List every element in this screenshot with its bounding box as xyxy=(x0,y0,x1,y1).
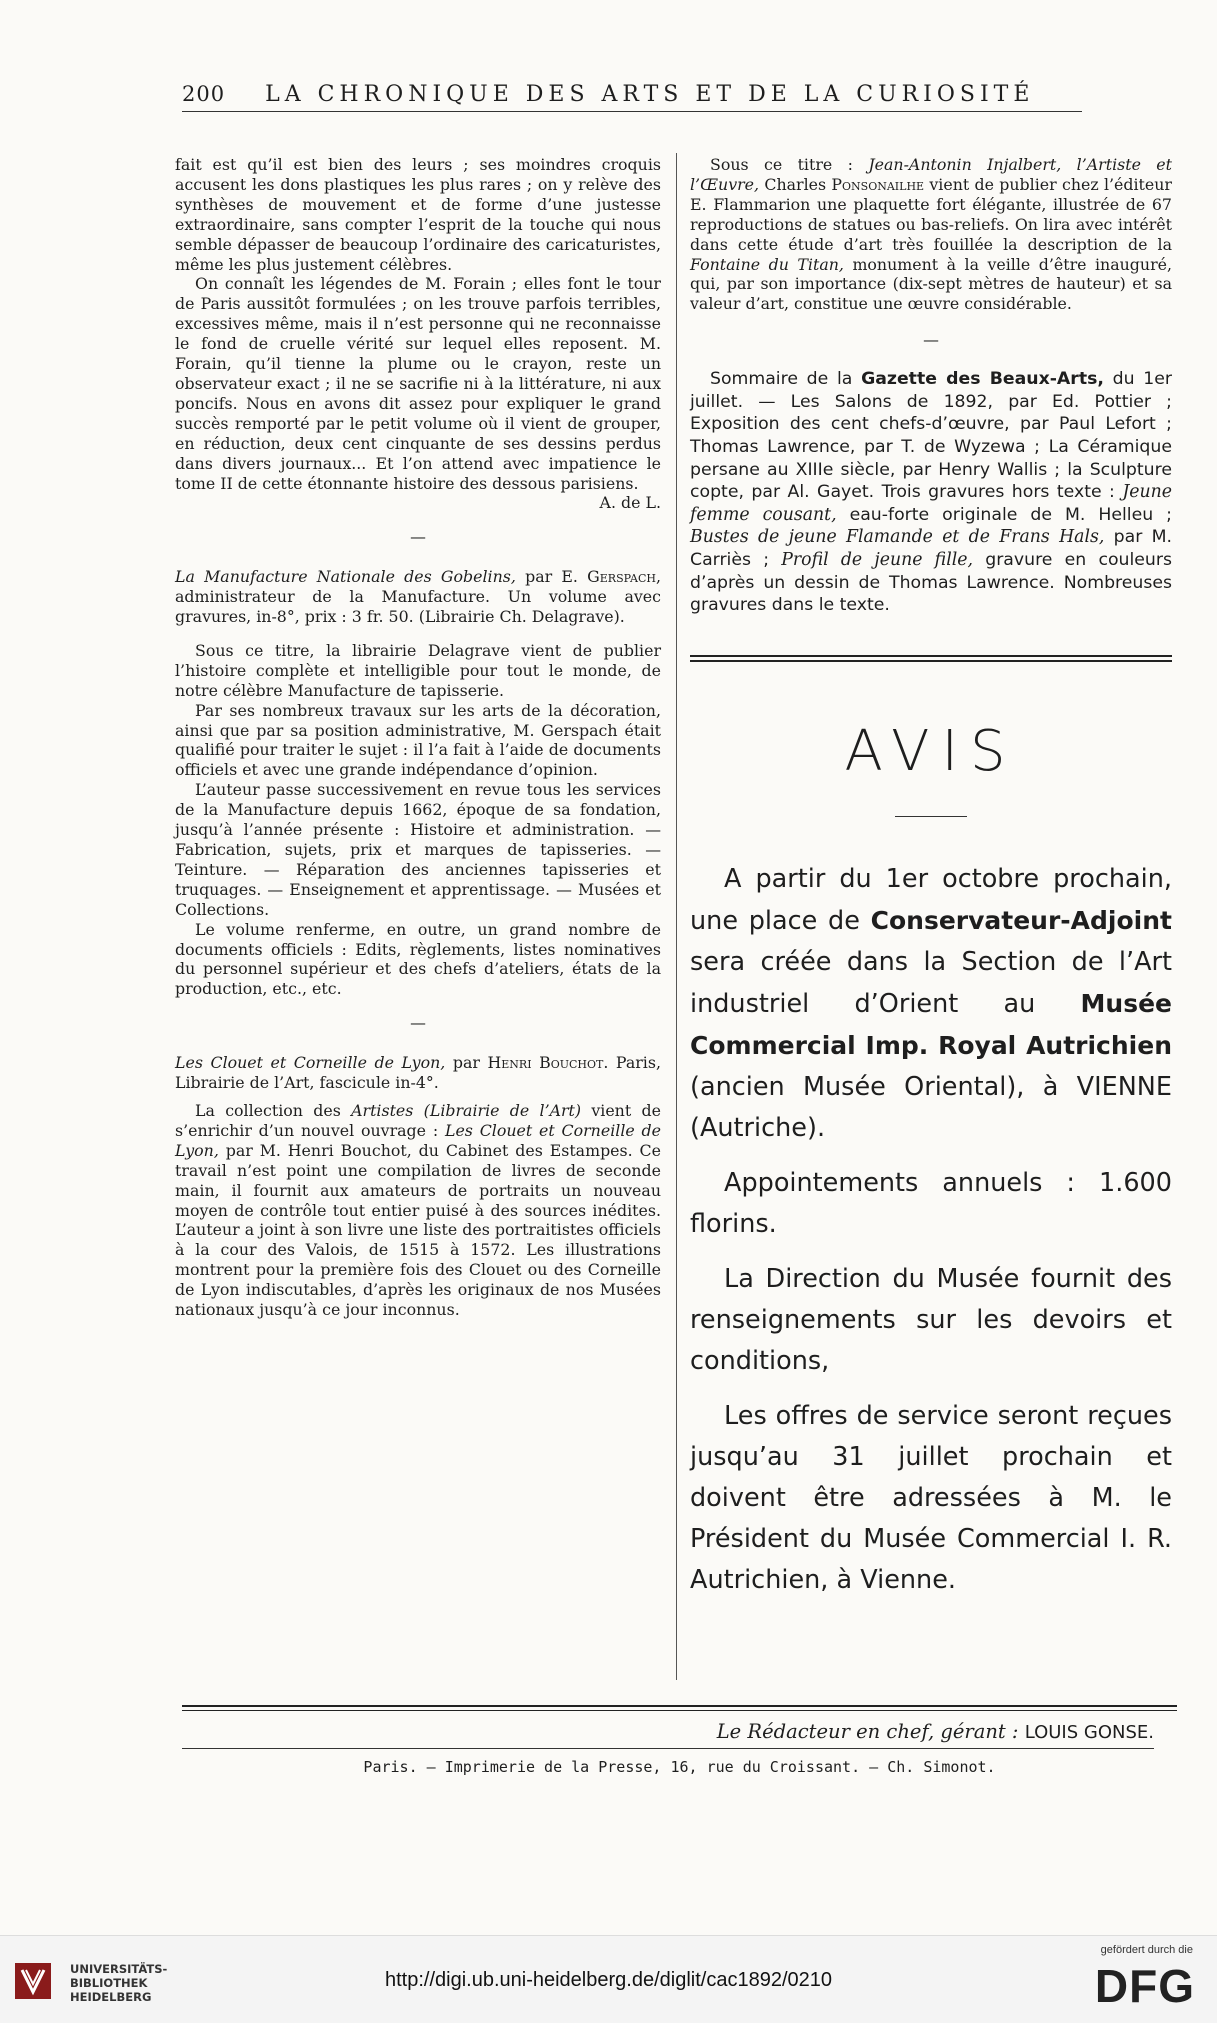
gobelins-details: administrateur de la Manufacture. Un volume avec gravures, in-8°, prix : 3 fr. 50. (Librairie Ch. Delagrave). xyxy=(175,587,661,627)
injalbert-fountain-title: Fontaine du Titan, xyxy=(690,254,844,274)
summary-text-a: Sommaire de la xyxy=(710,369,853,390)
clouet-text-c: par M. Henri Bouchot, du Cabinet des Estampes. Ce travail n’est point une compilation de livres de seconde main, il fournit aux amateurs de portraits un nouveau moyen de contrôle tout entier puisé à des sources inédites. L’auteur a joint à son livre une liste des portraitistes officiels à la cour des Valois, de 1515 à 1572. Les illustrations montrent pour la première fois des Clouet ou des Corneille de Lyon indiscutables, d’après les originaux de nos Musées nationaux jusqu’à ce jour inconnus. xyxy=(175,1140,661,1320)
bottom-double-rule xyxy=(182,1705,1177,1711)
section-dash: — xyxy=(923,330,939,350)
avis-museum-name: Musée Commercial Imp. Royal Autrichien xyxy=(690,988,1172,1060)
injalbert-text-c: vient de publier chez l’éditeur E. Flammarion une plaquette fort élégante, illustrée de 67 reproductions de statues ou bas-reliefs. On lira avec intérêt dans cette étude d’art très fouillée la description de la xyxy=(690,174,1172,254)
injalbert-text-a: Sous ce titre : xyxy=(710,155,853,174)
gobelins-book-title: La Manufacture Nationale des Gobelins, xyxy=(175,567,516,587)
summary-print-2: Bustes de jeune Flamande et de Frans Hals, xyxy=(690,527,1105,548)
summary-text-c: eau-forte originale de M. Helleu ; xyxy=(849,504,1172,525)
avis-rule xyxy=(895,816,967,817)
clouet-text-b: vient de s’enrichir d’un nouvel ouvrage : xyxy=(175,1100,661,1140)
avis-notice xyxy=(690,718,1172,1601)
clouet-par: par xyxy=(452,1053,480,1073)
printer-line: Paris. — Imprimerie de la Presse, 16, rue du Croissant. — Ch. Simonot. xyxy=(363,1758,996,1776)
avis-post-title: Conservateur-Adjoint xyxy=(870,905,1172,935)
clouet-work-title: Les Clouet et Corneille de Lyon, xyxy=(175,1120,661,1160)
gazette-summary xyxy=(690,368,1172,617)
library-footer-bar xyxy=(0,1935,1217,2023)
right-column xyxy=(690,155,1172,1615)
injalbert-paragraph xyxy=(690,155,1172,314)
avis-paragraph-2: Appointements annuels : 1.600 florins. xyxy=(690,1167,1172,1239)
avis-paragraph-1 xyxy=(690,859,1172,1149)
avis-text-a: A partir du 1er octobre prochain, une place de xyxy=(690,863,1172,936)
avis-text-b: sera créée dans la Section de l’Art industriel d’Orient au xyxy=(690,946,1172,1019)
section-dash: — xyxy=(410,527,426,547)
clouet-collection-title: Artistes (Librairie de l’Art) xyxy=(351,1100,582,1120)
section-dash: — xyxy=(410,1013,426,1033)
clouet-citation xyxy=(175,1053,661,1093)
gobelins-paragraph-1: Sous ce titre, la librairie Delagrave vient de publier l’histoire complète et intelligible pour tout le monde, de notre célèbre Manufacture de tapisserie. xyxy=(175,640,661,700)
library-name-line-3: HEIDELBERG xyxy=(70,1990,152,2004)
gobelins-paragraph-2: Par ses nombreux travaux sur les arts de la décoration, ainsi que par sa position administrative, M. Gerspach était qualifié pour traiter le sujet : il l’a fait à l’aide de documents officiels et avec une grande indépendance d’opinion. xyxy=(175,700,661,780)
avis-paragraph-3: La Direction du Musée fournit des renseignements sur les devoirs et conditions, xyxy=(690,1263,1172,1376)
summary-text-b: du 1er juillet. — Les Salons de 1892, par Ed. Pottier ; Exposition des cent chefs-d’œuvre, par Paul Lefort ; Thomas Lawrence, par T. de Wyzewa ; La Céramique persane au XIIIe siècle, par Henry Wallis ; la Sculpture copte, par Al. Gayet. Trois gravures hors texte : xyxy=(690,369,1172,503)
page-number: 200 xyxy=(182,82,226,106)
clouet-paragraph xyxy=(175,1101,661,1320)
summary-text-d: par M. Carriès ; xyxy=(690,527,1172,570)
summary-print-1: Jeune femme cousant, xyxy=(690,482,1172,525)
page-header xyxy=(182,82,1082,112)
funded-by-label: gefördert durch die xyxy=(1100,1944,1193,1956)
clouet-details: Paris, Librairie de l’Art, fascicule in-4°. xyxy=(175,1053,661,1093)
permalink-url[interactable]: http://digi.ub.uni-heidelberg.de/diglit/cac1892/0210 xyxy=(385,1969,832,1991)
clouet-book-title: Les Clouet et Corneille de Lyon, xyxy=(175,1053,446,1073)
gobelins-par: par xyxy=(525,567,553,587)
summary-gazette-title: Gazette des Beaux-Arts, xyxy=(861,369,1104,390)
summary-print-3: Profil de jeune fille, xyxy=(781,549,973,570)
library-name-line-2: BIBLIOTHEK xyxy=(70,1976,148,1990)
running-title: LA CHRONIQUE DES ARTS ET DE LA CURIOSITÉ xyxy=(265,82,1035,107)
injalbert-author: Ponsonailhe xyxy=(831,174,925,194)
injalbert-text-b: Charles xyxy=(764,174,827,194)
avis-paragraph-4: Les offres de service seront reçues jusqu’au 31 juillet prochain et doivent être adressées à M. le Président du Musée Commercial I. R. Autrichien, à Vienne. xyxy=(690,1400,1172,1595)
library-name-line-1: UNIVERSITÄTS- xyxy=(70,1962,168,1976)
injalbert-book-title: Jean-Antonin Injalbert, l’Artiste et l’Œuvre, xyxy=(690,155,1172,194)
editor-line xyxy=(182,1720,1154,1749)
double-rule xyxy=(690,655,1172,662)
avis-title: AVIS xyxy=(844,718,1018,784)
forain-paragraph-2: On connaît les légendes de M. Forain ; elles font le tour de Paris aussitôt formulées ; on les trouve parfois terribles, excessives même, mais il n’est personne qui ne reconnaisse le fond de cruelle vérité sur lequel elles reposent. M. Forain, qu’il tienne la plume ou le crayon, reste un observateur exact ; il ne se sacrifie ni à la littérature, ni aux poncifs. Nous en avons dit assez pour expliquer le grand succès remporté par le petit volume où il vient de grouper, en réduction, deux cent cinquante de ses dessins perdus dans divers journaux... Et l’on attend avec impatience le tome II de cette étonnante histoire des dessous parisiens. xyxy=(175,274,661,493)
editor-label: Le Rédacteur en chef, gérant : xyxy=(716,1720,1019,1743)
injalbert-text-d: monument à la veille d’être inauguré, qui, par son importance (dix-sept mètres de hauteur) et sa valeur d’art, constitue une œuvre considérable. xyxy=(690,254,1172,314)
editor-name: LOUIS GONSE. xyxy=(1024,1722,1154,1743)
dfg-logo: DFG xyxy=(1094,1960,1195,2012)
clouet-author: Henri Bouchot. xyxy=(487,1053,609,1073)
summary-text-e: gravure en couleurs d’après un dessin de Thomas Lawrence. Nombreuses gravures dans le texte. xyxy=(690,549,1172,616)
gobelins-author: E. Gerspach, xyxy=(561,567,661,587)
column-divider xyxy=(676,153,677,1680)
left-column xyxy=(175,155,661,1320)
gobelins-paragraph-4: Le volume renferme, en outre, un grand nombre de documents officiels : Edits, règlements, listes nominatives du personnel supérieur et des chefs d’ateliers, états de la production, etc., etc. xyxy=(175,919,661,999)
avis-text-c: (ancien Musée Oriental), à VIENNE (Autriche). xyxy=(690,1071,1172,1143)
forain-signature: A. de L. xyxy=(599,493,661,513)
gobelins-paragraph-3: L’auteur passe successivement en revue tous les services de la Manufacture depuis 1662, époque de sa fondation, jusqu’à l’année présente : Histoire et administration. — Fabrication, sujets, prix et marques de tapisseries. — Teinture. — Réparation des anciennes tapisseries et truquages. — Enseignement et apprentissage. — Musées et Collections. xyxy=(175,780,661,919)
clouet-text-a: La collection des xyxy=(195,1100,341,1120)
gobelins-citation xyxy=(175,567,661,627)
forain-paragraph-1: fait est qu’il est bien des leurs ; ses moindres croquis accusent les dons plastiques les plus rares ; on y relève des synthèses de mouvement et de forme d’une justesse extraordinaire, sans compter l’esprit de la touche qui nous semble dépasser de beaucoup l’ordinaire des caricaturistes, même les plus justement célèbres. xyxy=(175,155,661,274)
